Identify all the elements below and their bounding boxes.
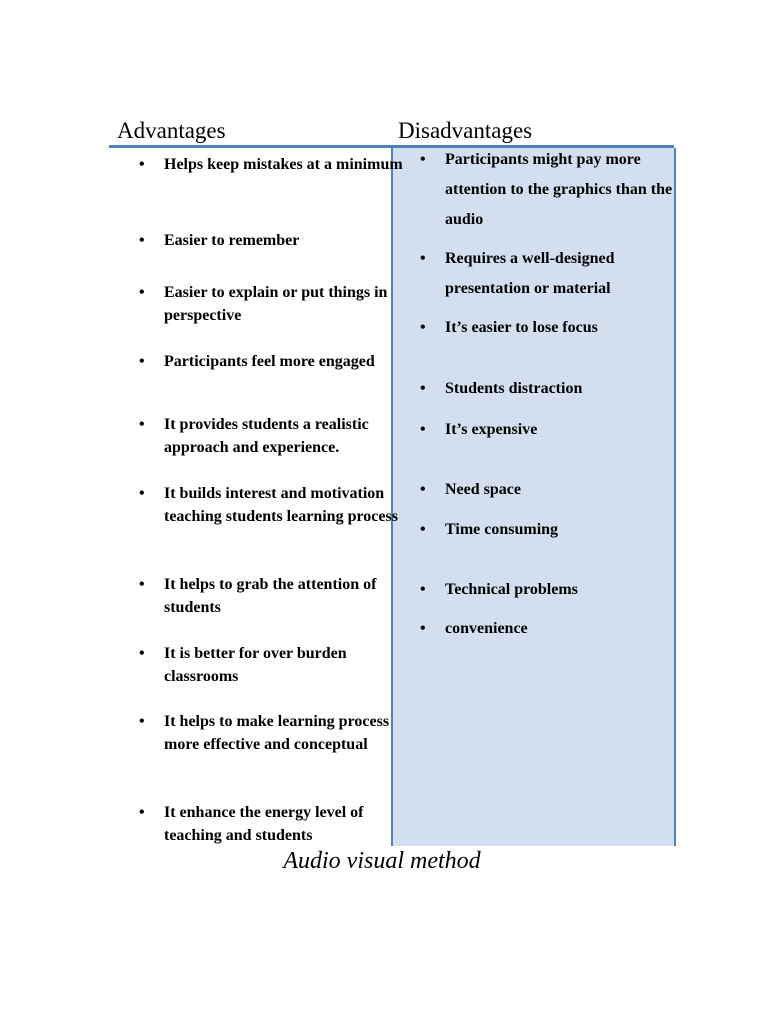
header-disadvantages: Disadvantages [398, 118, 533, 143]
advantage-item [137, 281, 410, 327]
advantage-text: It builds interest and motivation teaching students learning process [164, 485, 398, 525]
header-advantages: Advantages [117, 118, 226, 143]
advantage-item [137, 710, 410, 756]
disadvantage-text: Need space [445, 481, 521, 498]
advantage-text: It is better for over burden classrooms [164, 645, 347, 685]
bullet-icon: • [139, 645, 145, 662]
bullet-icon: • [420, 380, 426, 397]
advantage-item [137, 482, 410, 528]
advantage-text: Participants feel more engaged [164, 353, 375, 370]
disadvantage-text: Requires a well-designed presentation or material [445, 250, 615, 297]
disadvantage-item [418, 475, 685, 505]
advantage-item [137, 573, 410, 619]
advantage-item [137, 801, 410, 847]
disadvantage-text: Technical problems [445, 581, 578, 598]
bullet-icon: • [139, 713, 145, 730]
advantage-text: Helps keep mistakes at a minimum [164, 156, 403, 173]
disadvantage-text: Time consuming [445, 521, 559, 538]
bullet-icon: • [139, 804, 145, 821]
advantage-text: It enhance the energy level of teaching and students [164, 804, 364, 844]
bullet-icon: • [139, 156, 145, 173]
disadvantage-item [418, 244, 685, 304]
bullet-icon: • [420, 481, 426, 498]
bullet-icon: • [139, 576, 145, 593]
advantage-text: It helps to grab the attention of students [164, 576, 377, 616]
bullet-icon: • [139, 353, 145, 370]
advantage-text: Easier to remember [164, 232, 300, 249]
advantage-item [137, 153, 410, 176]
bullet-icon: • [139, 284, 145, 301]
disadvantage-item [418, 515, 685, 545]
disadvantage-text: Participants might pay more attention to the graphics than the audio [445, 151, 673, 228]
disadvantage-item [418, 145, 685, 235]
bullet-icon: • [139, 485, 145, 502]
disadvantage-text: It’s easier to lose focus [445, 319, 598, 336]
bullet-icon: • [420, 421, 426, 438]
disadvantage-item [418, 575, 685, 605]
advantage-text: It helps to make learning process more effective and conceptual [164, 713, 390, 753]
disadvantage-item [418, 313, 685, 343]
disadvantage-item [418, 374, 685, 404]
bullet-icon: • [139, 416, 145, 433]
disadvantage-item [418, 614, 685, 644]
advantage-item [137, 229, 410, 252]
disadvantage-text: It’s expensive [445, 421, 538, 438]
caption-text: Audio visual method [283, 848, 481, 874]
advantage-item [137, 350, 410, 373]
disadvantage-text: convenience [445, 620, 528, 637]
advantage-item [137, 413, 410, 459]
bullet-icon: • [139, 232, 145, 249]
disadvantage-text: Students distraction [445, 380, 583, 397]
bullet-icon: • [420, 581, 426, 598]
advantage-item [137, 642, 410, 688]
disadvantage-item [418, 415, 685, 445]
advantage-text: It provides students a realistic approach and experience. [164, 416, 369, 456]
bullet-icon: • [420, 620, 426, 637]
bullet-icon: • [420, 521, 426, 538]
table-caption [0, 846, 768, 876]
bullet-icon: • [420, 151, 426, 168]
bullet-icon: • [420, 319, 426, 336]
advantage-text: Easier to explain or put things in perspective [164, 284, 388, 324]
bullet-icon: • [420, 250, 426, 267]
